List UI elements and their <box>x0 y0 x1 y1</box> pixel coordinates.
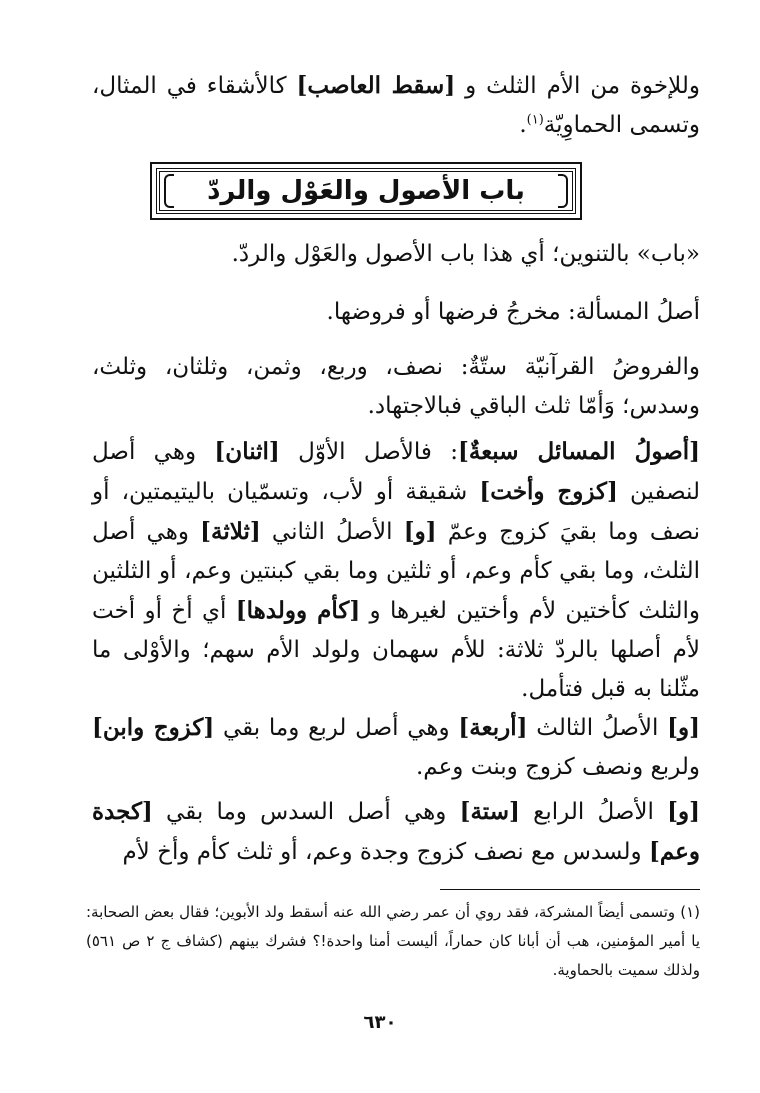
page-number: ٦٣٠ <box>363 1012 397 1033</box>
paragraph-furud: والفروضُ القرآنيّة ستّةٌ: نصف، وربع، وثمن، وثلثان، وثلث، وسدس؛ وَأمّا ثلث الباقي فبالاجتهاد. <box>92 354 700 419</box>
paragraph-asl-rabi: [و] الأصلُ الرابع [ستة] وهي أصل السدس وما بقي [كجدة وعم] ولسدس مع نصف كزوج وجدة وعم، أو ثلث كأم وأخ لأم <box>92 798 700 865</box>
footnote-text: (١) وتسمى أيضاً المشركة، فقد روي أن عمر رضي الله عنه أسقط ولد الأبوين؛ فقال بعض الصحابة: يا أمير المؤمنين، هب أن أبانا كان حماراً، أليست أمنا واحدة!؟ فشرك بينهم (كشاف ج ٢ ص ٥٦١) ولذلك سميت بالحماوية. <box>86 903 701 979</box>
chapter-title: باب الأصول والعَوْل والردّ <box>207 176 525 206</box>
paragraph-bab: «باب» بالتنوين؛ أي هذا باب الأصول والعَوْل والردّ. <box>231 241 700 267</box>
paragraph-asl-thalith: [و] الأصلُ الثالث [أربعة] وهي أصل لربع وما بقي [كزوج وابن] ولربع ونصف كزوج وبنت وعم. <box>92 714 701 780</box>
footnote-reference[interactable]: (١) <box>526 112 544 128</box>
footnote-divider <box>440 889 700 890</box>
chapter-title-frame <box>156 168 576 214</box>
paragraph-asl-definition: أصلُ المسألة: مخرجُ فرضها أو فروضها. <box>326 299 700 325</box>
intro-paragraph: وللإخوة من الأم الثلث و [سقط العاصب] كالأشقاء في المثال، وتسمى الحماوِيّة$^{(١)}$. <box>92 72 700 138</box>
bold-term: [سقط العاصب] <box>296 72 456 99</box>
paragraph-usul-sabaa: [أصولُ المسائل سبعةٌ]: فالأصل الأوّل [اثنان] وهي أصل لنصفين [كزوج وأخت] شقيقة أو لأب، وتسمّيان باليتيمتين، أو نصف وما بقيَ كزوج وعمّ [و] الأصلُ الثاني [ثلاثة] وهي أصل الثلث، وما بقي كأم وعم، أو ثلثين وما بقي كبنتين وعم، أو الثلثين والثلث كأختين لأم وأختين لغيرها و [كأم وولدها] أي أخ أو أخت لأم أصلها بالردّ ثلاثة: للأم سهمان ولولد الأم سهم؛ والأوْلى ما مثّلنا به قبل فتأمل. <box>92 438 701 702</box>
